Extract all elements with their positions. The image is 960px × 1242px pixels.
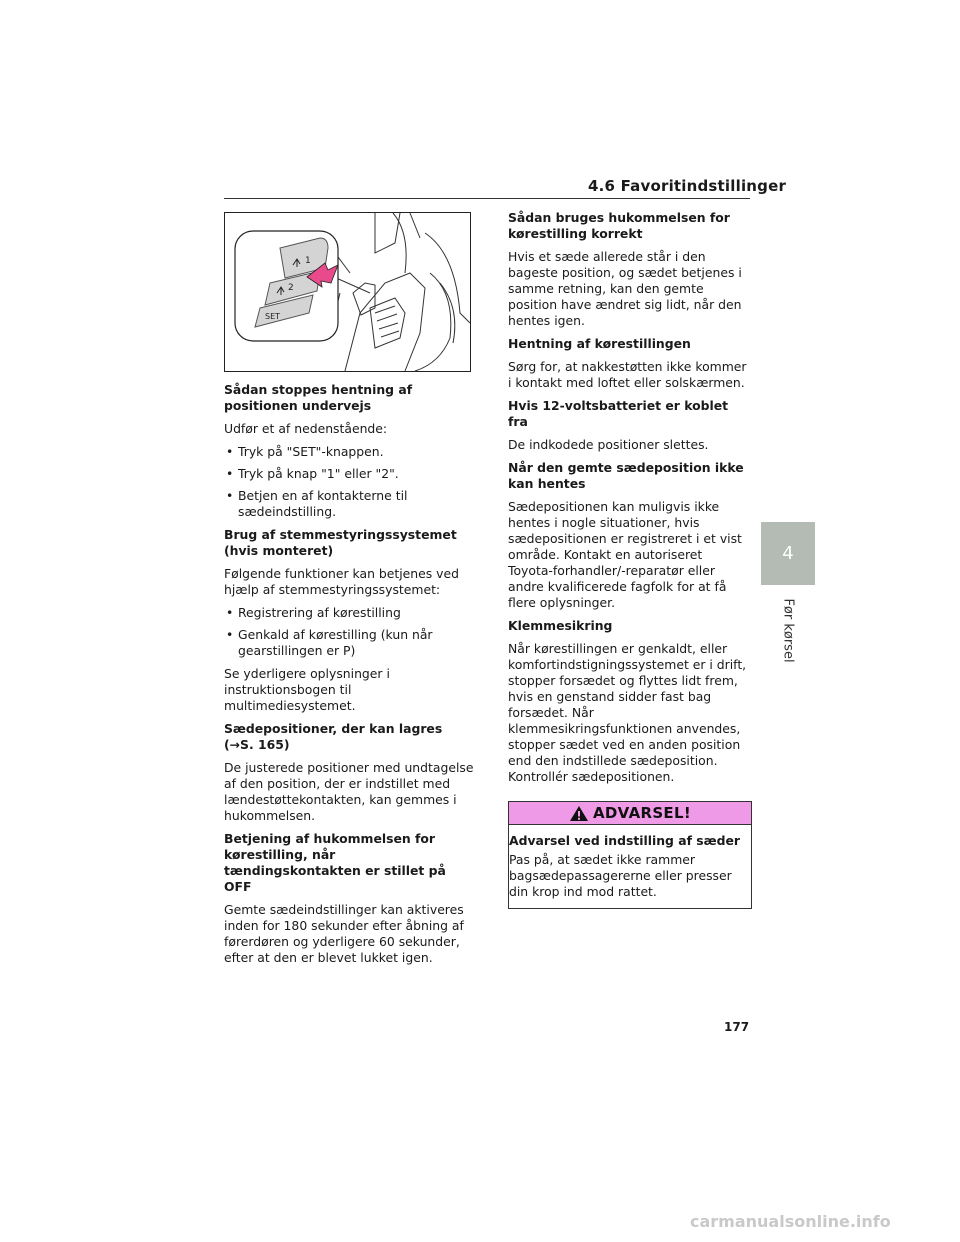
pinch-protection-text: Når kørestillingen er genkaldt, eller komfortindstigningssystemet er i drift, stopper forsædet og flyttes lidt frem, hvis en genstand sidder fast bag forsædet. Når klemmesikringsfunktionen anvendes, stopper sædet ved en anden position end den indstillede sædeposition. Kontrollér sædepositionen.	[508, 641, 747, 784]
warning-triangle-icon	[569, 805, 589, 822]
button-2-label: 2	[288, 283, 294, 293]
chapter-tab: 4	[761, 522, 815, 585]
header-divider	[224, 198, 750, 199]
car-interior-drawing	[225, 213, 470, 371]
voice-control-intro: Følgende funktioner kan betjenes ved hjælp af stemmestyringssystemet:	[224, 566, 459, 597]
warning-text: Pas på, at sædet ikke rammer bagsædepassagererne eller presser din krop ind mod rattet.	[509, 852, 732, 899]
seat-memory-illustration	[224, 212, 471, 372]
button-set-label: SET	[265, 312, 281, 321]
cannot-retrieve-text: Sædepositionen kan muligvis ikke hentes i nogle situationer, hvis sædepositionen er registreret i et vist område. Kontakt en autoriseret Toyota-forhandler/-reparatør eller andre kvalificerede fagfolk for at få flere oplysninger.	[508, 499, 742, 610]
warning-box	[508, 801, 752, 909]
cannot-retrieve-heading: Når den gemte sædeposition ikke kan hentes	[508, 460, 744, 491]
voice-control-heading: Brug af stemmestyringssystemet (hvis monteret)	[224, 527, 457, 558]
stop-retrieval-heading: Sådan stoppes hentning af positionen undervejs	[224, 382, 413, 413]
retrieval-heading: Hentning af kørestillingen	[508, 336, 691, 351]
stop-retrieval-list	[224, 444, 474, 520]
chapter-label-text: Før kørsel	[780, 597, 796, 663]
list-item: • Tryk på knap "1" eller "2".	[224, 466, 474, 482]
watermark: carmanualsonline.info	[690, 1212, 891, 1231]
list-item: • Registrering af kørestilling	[224, 605, 474, 621]
ignition-off-text: Gemte sædeindstillinger kan aktiveres inden for 180 sekunder efter åbning af førerdøren og yderligere 60 sekunder, efter at den er blevet lukket igen.	[224, 902, 464, 965]
storable-positions-heading: Sædepositioner, der kan lagres (→S. 165)	[224, 721, 443, 752]
battery-heading: Hvis 12-voltsbatteriet er koblet fra	[508, 398, 729, 429]
correct-use-text: Hvis et sæde allerede står i den bageste position, og sædet betjenes i samme retning, kan den gemte position have ændret sig lidt, når den hentes igen.	[508, 249, 742, 328]
retrieval-text: Sørg for, at nakkestøtten ikke kommer i kontakt med loftet eller solskærmen.	[508, 359, 747, 390]
voice-control-reference: Se yderligere oplysninger i instruktionsbogen til multimediesystemet.	[224, 666, 390, 713]
list-item: • Tryk på "SET"-knappen.	[224, 444, 474, 460]
battery-text: De indkodede positioner slettes.	[508, 437, 709, 452]
stop-retrieval-intro: Udfør et af nedenstående:	[224, 421, 388, 436]
storable-positions-text: De justerede positioner med undtagelse af den position, der er indstillet med lændestøttekontakten, kan gemmes i hukommelsen.	[224, 760, 474, 823]
ignition-off-heading: Betjening af hukommelsen for kørestilling, når tændingskontakten er stillet på OFF	[224, 831, 446, 894]
warning-title: Advarsel ved indstilling af sæder	[509, 833, 741, 848]
pinch-protection-heading: Klemmesikring	[508, 618, 613, 633]
right-column	[508, 210, 750, 909]
chapter-tab-label	[761, 595, 815, 665]
page-header-title: 4.6 Favoritindstillinger	[588, 177, 787, 195]
button-1-label: 1	[305, 256, 311, 266]
warning-header	[509, 802, 751, 825]
warning-body	[509, 825, 751, 908]
page-number: 177	[724, 1020, 750, 1034]
left-column	[224, 382, 474, 973]
list-item: • Betjen en af kontakterne til sædeindstilling.	[224, 488, 474, 520]
warning-label: ADVARSEL!	[593, 804, 691, 822]
correct-use-heading: Sådan bruges hukommelsen for kørestilling korrekt	[508, 210, 730, 241]
voice-control-list	[224, 605, 474, 659]
list-item: • Genkald af kørestilling (kun når gearstillingen er P)	[224, 627, 474, 659]
